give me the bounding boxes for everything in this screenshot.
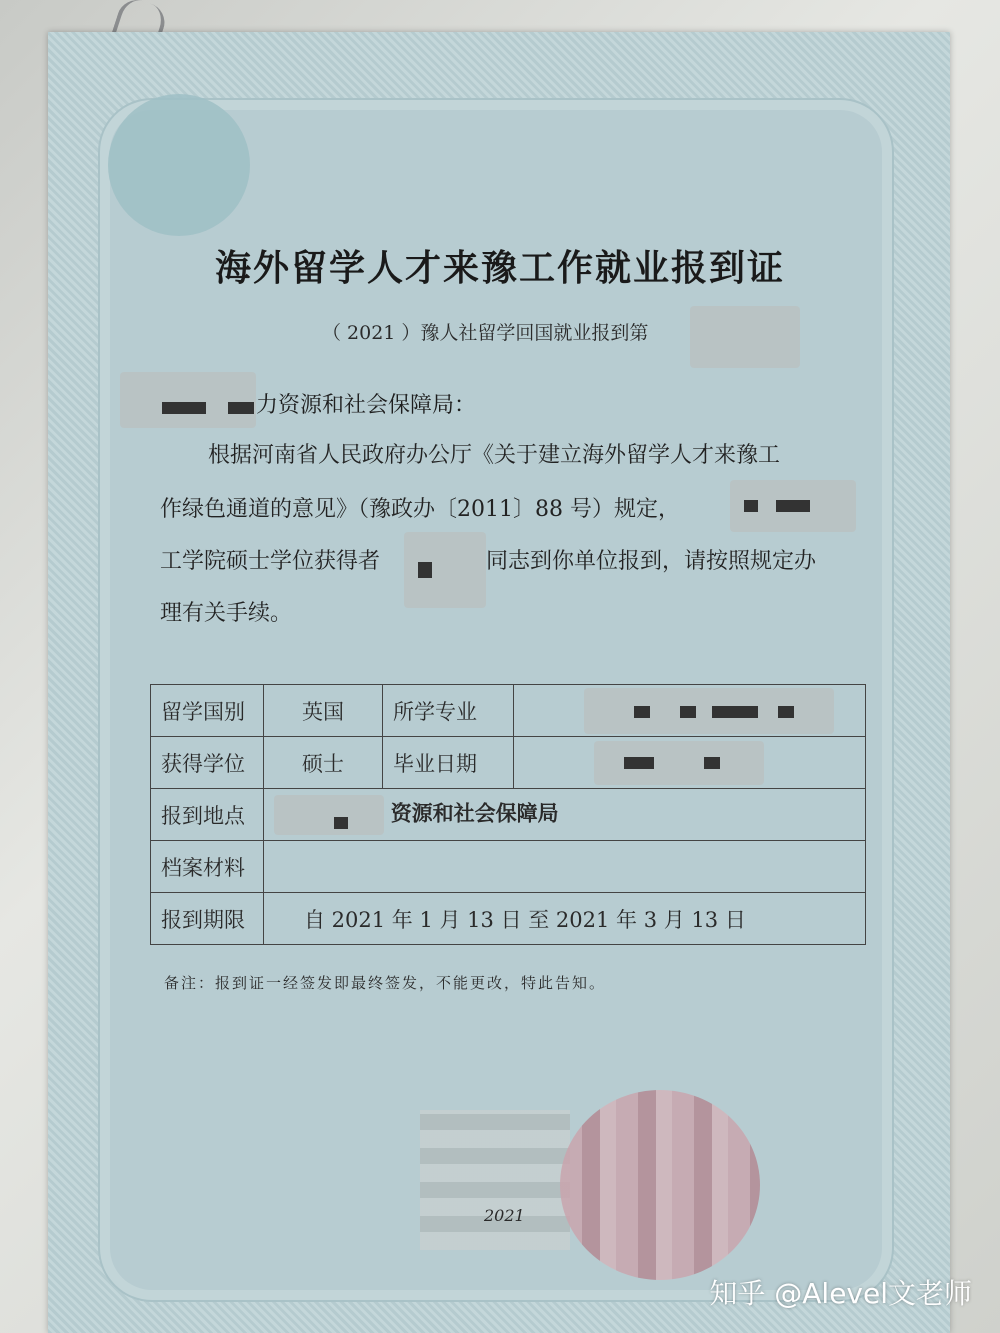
watermark: 知乎 @Alevel文老师 <box>709 1277 972 1310</box>
country-value: 英国 <box>264 685 383 737</box>
major-label: 所学专业 <box>383 685 514 737</box>
body-line-3: 工学院硕士学位获得者 <box>160 549 381 574</box>
report-place-value <box>264 789 866 841</box>
table-row <box>151 737 866 789</box>
official-seal-redacted <box>560 1090 760 1280</box>
redacted-number <box>690 306 800 368</box>
body-line-4: 同志到你单位报到，请按照规定办 <box>486 549 817 574</box>
document-number: （ 2021 ）豫人社留学回国就业报到第 <box>322 322 649 344</box>
deadline-value: 自 2021 年 1 月 13 日 至 2021 年 3 月 13 日 <box>264 893 866 945</box>
redacted-name <box>404 532 486 608</box>
report-place-label: 报到地点 <box>151 789 264 841</box>
table-row <box>151 841 866 893</box>
remark-note: 备注：报到证一经签发即最终签发，不能更改，特此告知。 <box>164 974 607 992</box>
redacted-addressee <box>120 372 256 428</box>
body-line-2: 作绿色通道的意见》（豫政办〔2011〕88 号）规定， <box>160 497 680 522</box>
body-line-1: 根据河南省人民政府办公厅《关于建立海外留学人才来豫工 <box>208 443 781 468</box>
degree-value: 硕士 <box>264 737 383 789</box>
major-value <box>514 685 866 737</box>
info-table <box>150 684 866 945</box>
addressee: 力资源和社会保障局： <box>256 393 477 418</box>
degree-label: 获得学位 <box>151 737 264 789</box>
grad-date-value <box>514 737 866 789</box>
grad-date-label: 毕业日期 <box>383 737 514 789</box>
body-line-5: 理有关手续。 <box>160 601 293 626</box>
table-row <box>151 685 866 737</box>
corner-emblem <box>108 94 250 236</box>
issue-year: 2021 <box>484 1206 525 1225</box>
country-label: 留学国别 <box>151 685 264 737</box>
archive-value <box>264 841 866 893</box>
report-place-text: 资源和社会保障局 <box>390 800 559 825</box>
table-row <box>151 893 866 945</box>
table-row <box>151 789 866 841</box>
deadline-label: 报到期限 <box>151 893 264 945</box>
redacted-school <box>730 480 856 532</box>
archive-label: 档案材料 <box>151 841 264 893</box>
redacted-issuer <box>420 1110 570 1250</box>
document-title: 海外留学人才来豫工作就业报到证 <box>214 247 785 289</box>
